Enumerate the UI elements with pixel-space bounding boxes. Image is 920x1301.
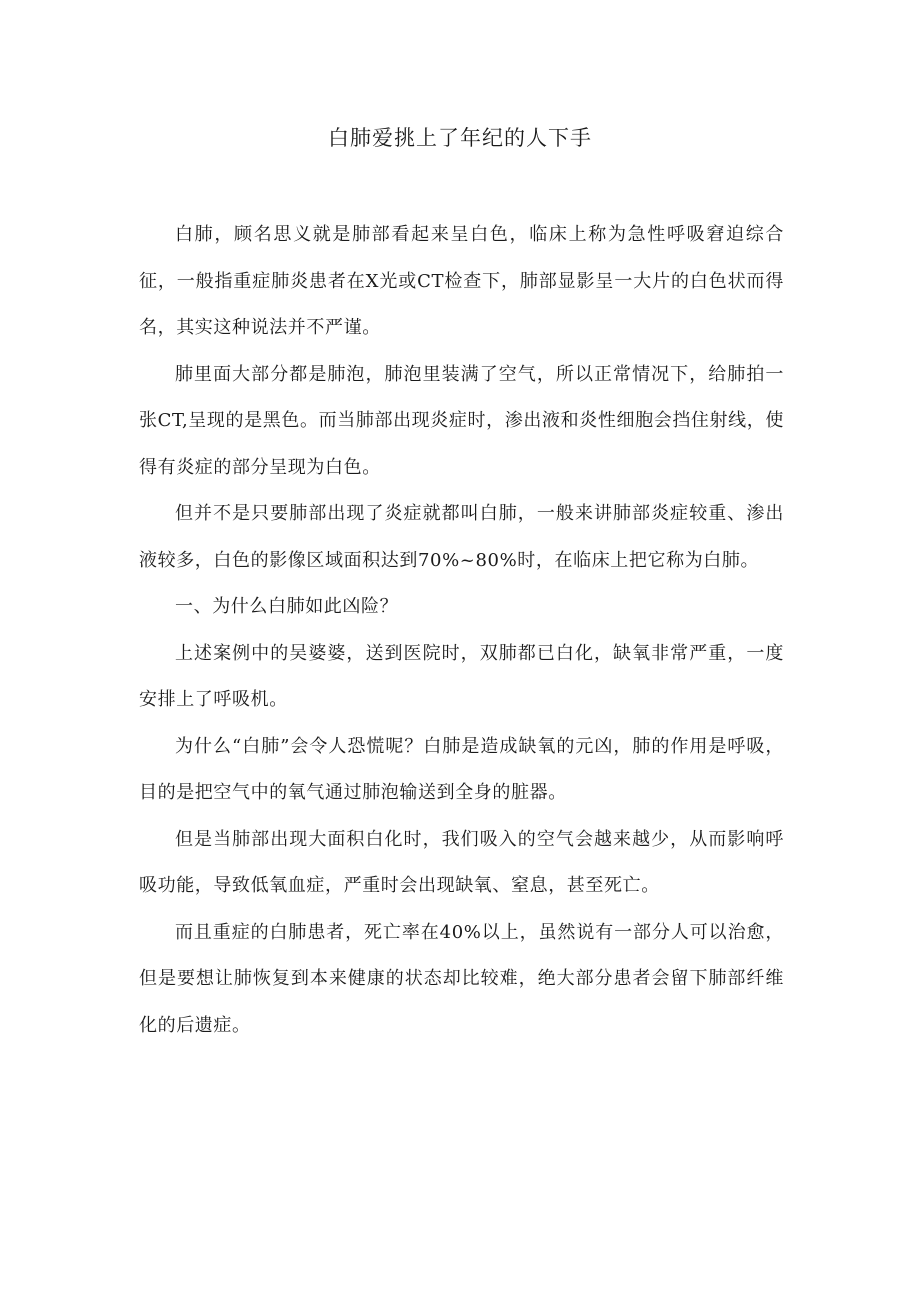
paragraph-mortality-sequelae: 而且重症的白肺患者，死亡率在40%以上，虽然说有一部分人可以治愈，但是要想让肺恢复到本来健康的状态却比较难，绝大部分患者会留下肺部纤维化的后遗症。: [139, 921, 784, 1036]
document-body: [139, 212, 784, 1049]
paragraph-ct-appearance: 肺里面大部分都是肺泡，肺泡里装满了空气，所以正常情况下，给肺拍一张CT,呈现的是黑色。而当肺部出现炎症时，渗出液和炎性细胞会挡住射线，使得有炎症的部分呈现为白色。: [139, 363, 784, 478]
paragraph-breathing-impact: 但是当肺部出现大面积白化时，我们吸入的空气会越来越少，从而影响呼吸功能，导致低氧血症，严重时会出现缺氧、窒息，甚至死亡。: [139, 828, 784, 896]
paragraph-case-example: 上述案例中的吴婆婆，送到医院时，双肺都已白化，缺氧非常严重，一度安排上了呼吸机。: [139, 642, 784, 710]
paragraph-white-lung-definition: 白肺，顾名思义就是肺部看起来呈白色，临床上称为急性呼吸窘迫综合征，一般指重症肺炎患者在X光或CT检查下，肺部显影呈一大片的白色状而得名，其实这种说法并不严谨。: [139, 224, 784, 338]
section-heading-why-dangerous: 一、为什么白肺如此凶险？: [175, 596, 399, 617]
paragraph-white-lung-criteria: 但并不是只要肺部出现了炎症就都叫白肺，一般来讲肺部炎症较重、渗出液较多，白色的影像区域面积达到70%~80%时，在临床上把它称为白肺。: [139, 503, 784, 571]
document-title: 白肺爱挑上了年纪的人下手: [328, 126, 592, 150]
paragraph-why-panic: 为什么“白肺”会令人恐慌呢？白肺是造成缺氧的元凶，肺的作用是呼吸，目的是把空气中的氧气通过肺泡输送到全身的脏器。: [139, 735, 784, 803]
